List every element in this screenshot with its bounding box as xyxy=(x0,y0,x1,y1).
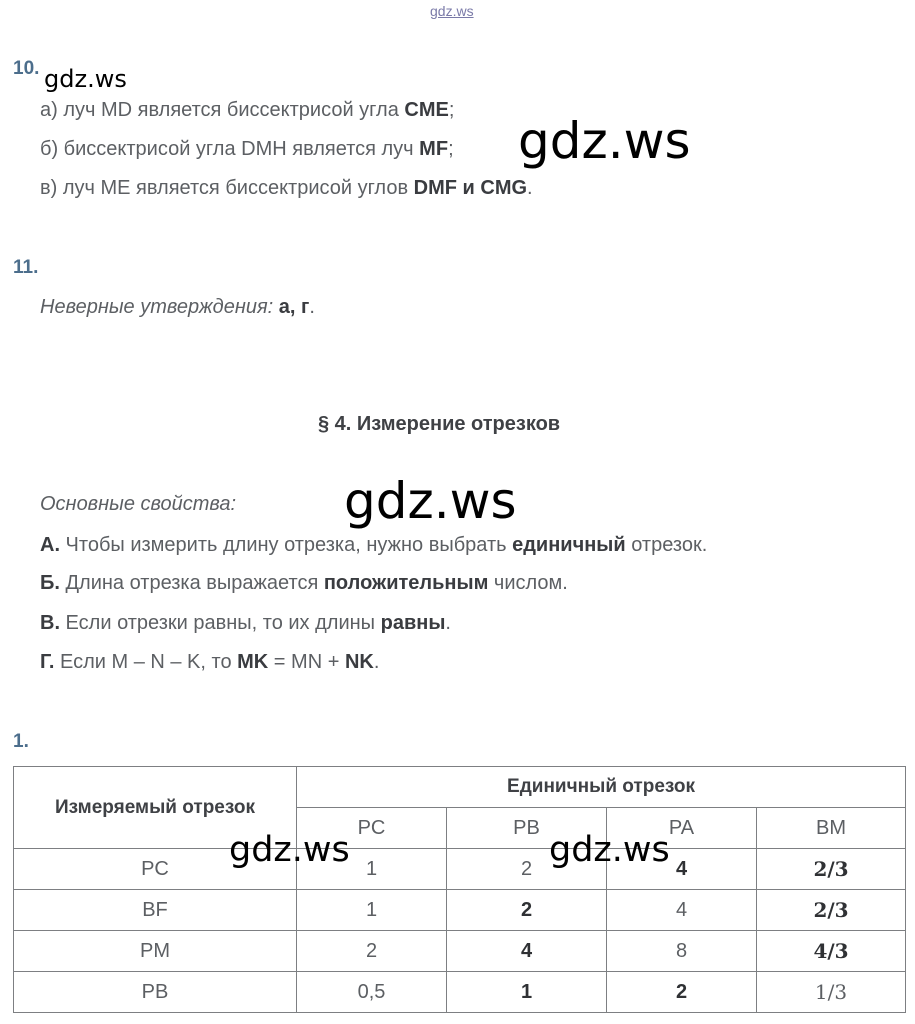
table-cell: 2 xyxy=(447,849,607,890)
table-row xyxy=(14,931,906,972)
task-10-number: 10. xyxy=(13,58,40,79)
row-label: PB xyxy=(14,972,297,1013)
table-cell: 1/3 xyxy=(757,972,906,1013)
table-row xyxy=(14,890,906,931)
row-header: Измеряемый отрезок xyxy=(14,767,297,849)
column-header: BM xyxy=(757,808,906,849)
table-cell: 4 xyxy=(447,931,607,972)
table-cell: 1 xyxy=(447,972,607,1013)
task-1-number: 1. xyxy=(13,731,29,752)
measurement-table xyxy=(13,766,906,1013)
task-10-line-b: б) биссектрисой угла DMH является луч MF; xyxy=(40,138,454,160)
watermark-small: gdz.ws xyxy=(44,65,127,93)
group-header: Единичный отрезок xyxy=(297,767,906,808)
task-10-line-a: а) луч MD является биссектрисой угла CME; xyxy=(40,99,455,121)
row-label: PM xyxy=(14,931,297,972)
watermark-large: gdz.ws xyxy=(344,472,517,530)
table-row xyxy=(14,849,906,890)
row-label: PC xyxy=(14,849,297,890)
watermark-medium: gdz.ws xyxy=(229,830,350,870)
task-11-number: 11. xyxy=(13,257,39,278)
property-a: А. Чтобы измерить длину отрезка, нужно выбрать единичный отрезок. xyxy=(40,534,708,556)
table-cell: 4 xyxy=(607,890,757,931)
table-row xyxy=(14,972,906,1013)
watermark-large: gdz.ws xyxy=(518,112,691,170)
column-header: PB xyxy=(447,808,607,849)
watermark-medium: gdz.ws xyxy=(549,830,670,870)
table-cell: 1 xyxy=(297,849,447,890)
table-cell: 4 xyxy=(607,849,757,890)
table-cell: 0,5 xyxy=(297,972,447,1013)
table-cell: 2/3 xyxy=(757,849,906,890)
property-b: Б. Длина отрезка выражается положительным числом. xyxy=(40,572,568,594)
task-10-line-c: в) луч ME является биссектрисой углов DMF и CMG. xyxy=(40,177,533,199)
task-11-answer: Неверные утверждения: а, г. xyxy=(40,296,315,318)
table-cell: 1 xyxy=(297,890,447,931)
property-v: В. Если отрезки равны, то их длины равны. xyxy=(40,612,451,634)
row-label: BF xyxy=(14,890,297,931)
column-header: PC xyxy=(297,808,447,849)
table-cell: 2 xyxy=(447,890,607,931)
property-g: Г. Если M – N – K, то MK = MN + NK. xyxy=(40,651,380,673)
table-cell: 8 xyxy=(607,931,757,972)
properties-title: Основные свойства: xyxy=(40,493,237,515)
table-cell: 2 xyxy=(297,931,447,972)
column-header: PA xyxy=(607,808,757,849)
top-watermark: gdz.ws xyxy=(430,3,474,19)
table-cell: 2/3 xyxy=(757,890,906,931)
section-title: § 4. Измерение отрезков xyxy=(318,413,561,435)
table-cell: 4/3 xyxy=(757,931,906,972)
table-cell: 2 xyxy=(607,972,757,1013)
